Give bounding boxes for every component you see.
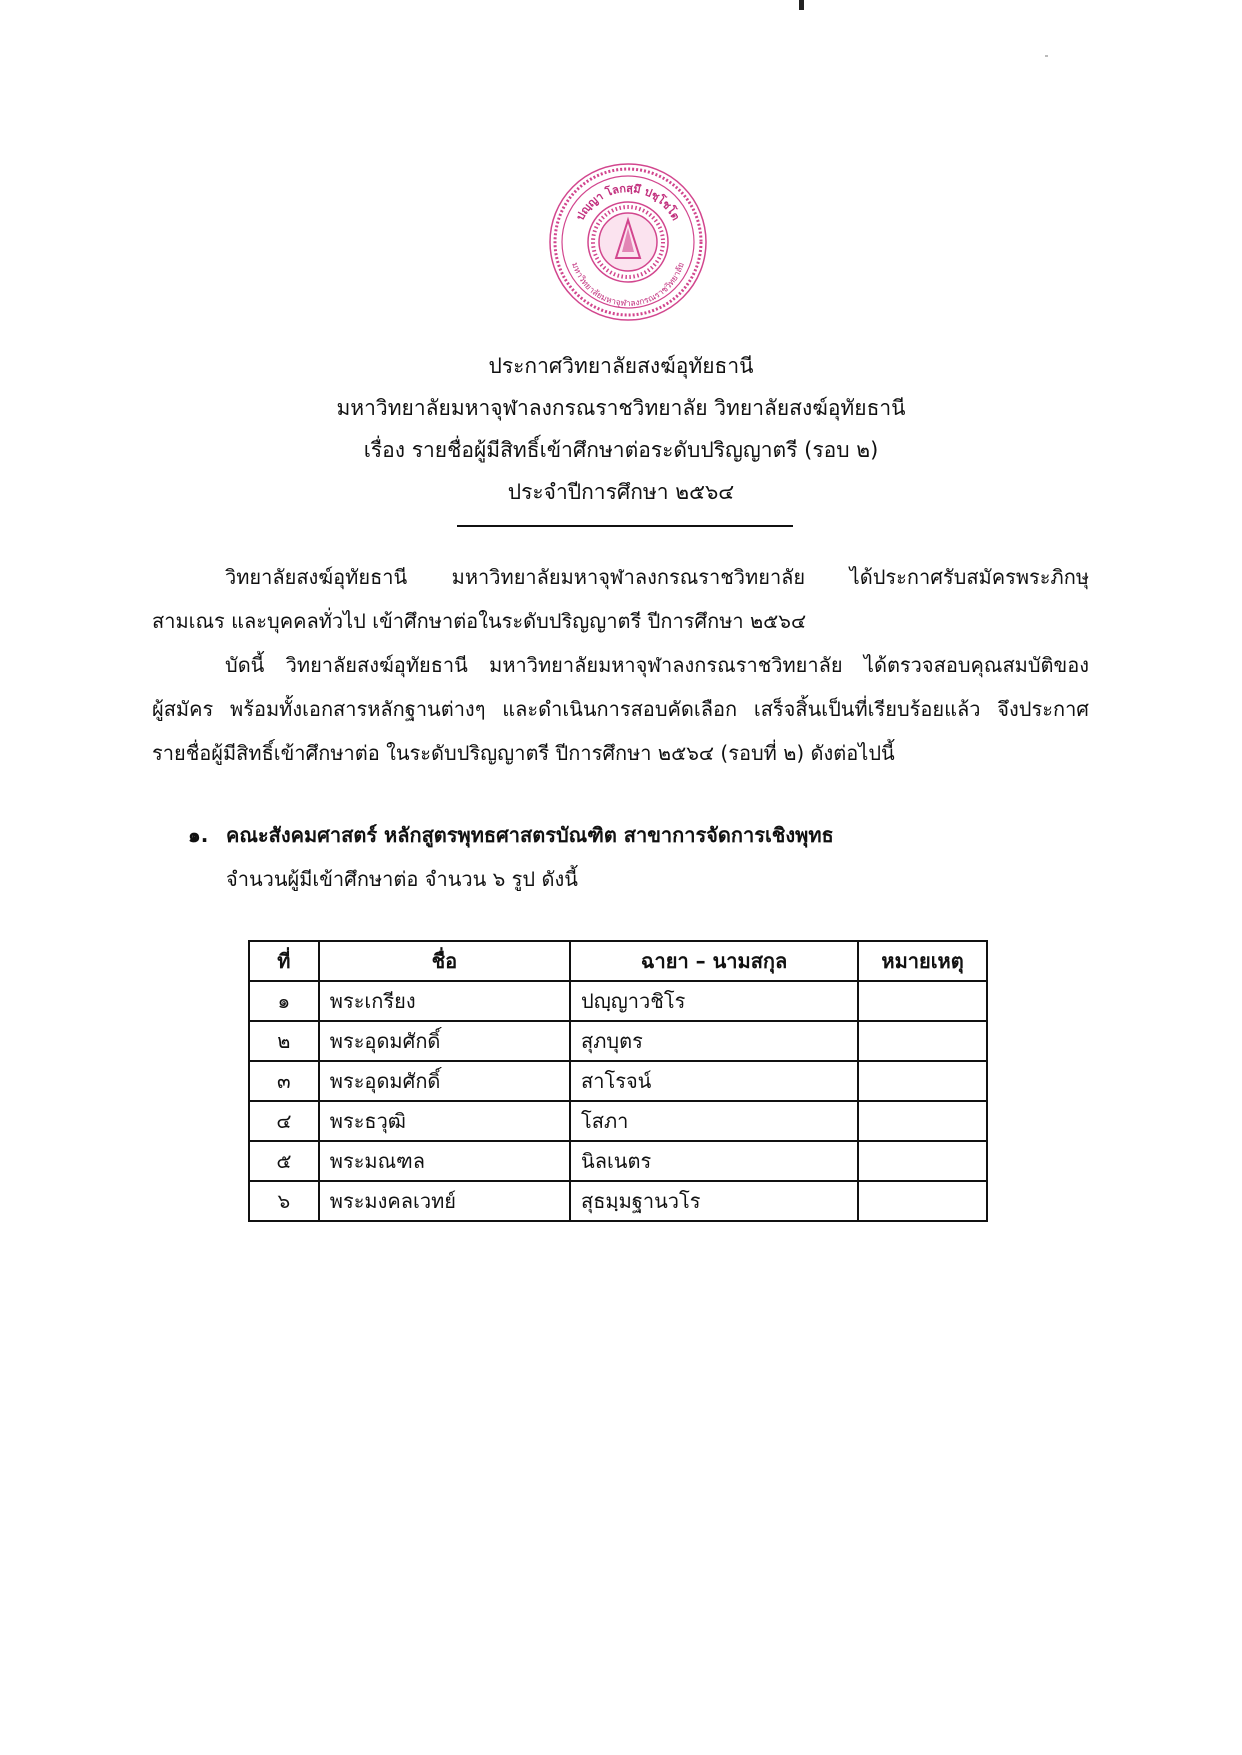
cell-surname: สุภบุตร [570,1021,858,1061]
cell-remark [858,1101,987,1141]
cell-remark [858,1181,987,1221]
announcement-line-2: ผู้สมัคร พร้อมทั้งเอกสารหลักฐานต่างๆ และดำเนินการสอบคัดเลือก เสร็จสิ้นเป็นที่เรียบร้อยแล้ว จึงประกาศ [152,697,1089,721]
title-underline [457,525,793,527]
university-seal [548,162,708,322]
section-number: ๑. [188,823,209,847]
cell-remark [858,1021,987,1061]
cell-surname: สุธมฺมฐานวโร [570,1181,858,1221]
cell-remark [858,1141,987,1181]
cell-name: พระมณฑล [319,1141,570,1181]
title-line-1: ประกาศวิทยาลัยสงฆ์อุทัยธานี [488,354,754,378]
col-header-remark: หมายเหตุ [858,941,987,981]
cell-name: พระอุดมศักดิ์ [319,1061,570,1101]
cell-remark [858,981,987,1021]
intro-line-2: สามเณร และบุคคลทั่วไป เข้าศึกษาต่อในระดับปริญญาตรี ปีการศึกษา ๒๕๖๔ [152,609,807,633]
cell-number: ๒ [249,1021,319,1061]
cell-surname: สาโรจน์ [570,1061,858,1101]
table-row [249,981,987,1021]
cell-number: ๖ [249,1181,319,1221]
title-line-4: ประจำปีการศึกษา ๒๕๖๔ [507,480,735,504]
admitted-students-table [248,940,988,1222]
seal-top-text: ปญฺญา โลกสฺมึ ปชฺโชโต [573,181,683,223]
seal-bottom-text: มหาวิทยาลัยมหาจุฬาลงกรณราชวิทยาลัย [569,261,687,310]
cell-name: พระอุดมศักดิ์ [319,1021,570,1061]
section-subline: จำนวนผู้มีเข้าศึกษาต่อ จำนวน ๖ รูป ดังนี้ [226,867,578,891]
table-row [249,1141,987,1181]
intro-paragraph [152,555,1089,643]
section-faculty [188,813,834,901]
cell-number: ๔ [249,1101,319,1141]
cell-number: ๑ [249,981,319,1021]
cell-remark [858,1061,987,1101]
cell-surname: นิลเนตร [570,1141,858,1181]
scan-speck [1045,55,1048,57]
section-title: คณะสังคมศาสตร์ หลักสูตรพุทธศาสตรบัณฑิต สาขาการจัดการเชิงพุทธ [226,823,834,847]
title-line-3: เรื่อง รายชื่อผู้มีสิทธิ์เข้าศึกษาต่อระดับปริญญาตรี (รอบ ๒) [363,438,879,462]
cell-name: พระธวุฒิ [319,1101,570,1141]
scan-mark [799,0,804,10]
announcement-paragraph [152,643,1089,775]
cell-number: ๕ [249,1141,319,1181]
cell-surname: โสภา [570,1101,858,1141]
announcement-title [0,345,1242,513]
section-heading [188,813,834,857]
cell-name: พระเกรียง [319,981,570,1021]
title-line-2: มหาวิทยาลัยมหาจุฬาลงกรณราชวิทยาลัย วิทยาลัยสงฆ์อุทัยธานี [336,396,906,420]
table-row [249,1021,987,1061]
announcement-line-1: บัดนี้ วิทยาลัยสงฆ์อุทัยธานี มหาวิทยาลัยมหาจุฬาลงกรณราชวิทยาลัย ได้ตรวจสอบคุณสมบัติของ [225,653,1089,677]
table-row [249,1181,987,1221]
cell-name: พระมงคลเวทย์ [319,1181,570,1221]
announcement-line-3: รายชื่อผู้มีสิทธิ์เข้าศึกษาต่อ ในระดับปริญญาตรี ปีการศึกษา ๒๕๖๔ (รอบที่ ๒) ดังต่อไปนี้ [152,741,895,765]
table-row [249,1101,987,1141]
table-row [249,1061,987,1101]
col-header-number: ที่ [249,941,319,981]
cell-surname: ปญฺญาวชิโร [570,981,858,1021]
cell-number: ๓ [249,1061,319,1101]
col-header-surname: ฉายา – นามสกุล [570,941,858,981]
intro-line-1: วิทยาลัยสงฆ์อุทัยธานี มหาวิทยาลัยมหาจุฬาลงกรณราชวิทยาลัย ได้ประกาศรับสมัครพระภิกษุ [225,565,1089,589]
table-header-row [249,941,987,981]
col-header-name: ชื่อ [319,941,570,981]
